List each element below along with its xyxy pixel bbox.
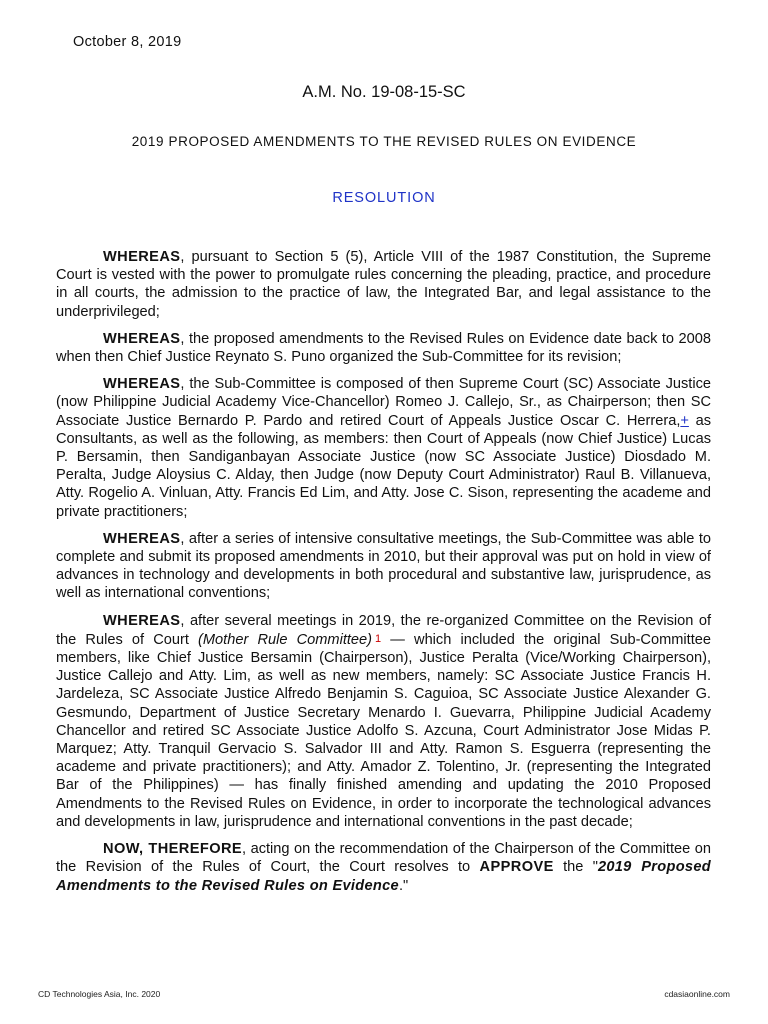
- paragraph-text: , acting on the recommendation of the Chairperson of the Committee on the Revision of the Rules of Court, the Court resolves to: [56, 841, 712, 876]
- paragraph-now-therefore: [56, 840, 711, 895]
- paragraph-lead: WHEREAS: [103, 612, 181, 629]
- paragraph-whereas-2: [56, 330, 711, 366]
- paragraph-text: , after several meetings in 2019, the re-organized Committee on the Revision of the Rules of Court: [56, 612, 711, 648]
- paragraph-text: .": [398, 877, 409, 894]
- paragraph-text: the ": [553, 859, 598, 876]
- amendments-title-italic: 2019 Proposed Amendments to the Revised Rules on Evidence: [56, 859, 711, 894]
- paragraph-text: , after a series of intensive consultative meetings, the Sub-Committee was able to complete and submit its proposed amendments in 2010, but their approval was put on hold in view of advances in technology and developments in both procedural and substantive law, jurisprudence, as well as international conventions;: [56, 530, 711, 602]
- footer-website: cdasiaonline.com: [664, 989, 730, 999]
- footer-publisher: CD Technologies Asia, Inc. 2020: [38, 989, 161, 999]
- approve-keyword: APPROVE: [479, 859, 554, 876]
- paragraph-text: , pursuant to Section 5 (5), Article VIII of the 1987 Constitution, the Supreme Court is vested with the power to promulgate rules concerning the pleading, practice, and procedure in all courts, the admission to the practice of law, the Integrated Bar, and legal assistance to the underprivileged;: [56, 249, 711, 320]
- paragraph-whereas-4: [56, 530, 711, 603]
- document-date: October 8, 2019: [73, 34, 182, 50]
- resolution-heading: RESOLUTION: [332, 190, 436, 206]
- paragraph-text: as Consultants, as well as the following, as members: then Court of Appeals (now Chief Justice) Lucas P. Bersamin, then Sandiganbayan Associate Justice (now SC Associate Justice) Diosdado M. Peralta, Judge Aloysius C. Alday, then Judge (now Deputy Court Administrator) Raul B. Villanueva, Atty. Rogelio A. Vinluan, Atty. Francis Ed Lim, and Atty. Jose C. Sison, representing the academe and private practitioners;: [56, 412, 711, 520]
- paragraph-whereas-5: [56, 612, 711, 831]
- paragraph-lead: WHEREAS: [103, 376, 181, 393]
- paragraph-whereas-3: [56, 375, 711, 521]
- mother-rule-committee-italic: (Mother Rule Committee): [198, 631, 373, 648]
- paragraph-lead: WHEREAS: [103, 330, 181, 347]
- paragraph-text: — which included the original Sub-Committee members, like Chief Justice Bersamin (Chairperson), Justice Peralta (Vice/Working Chairperson), Justice Callejo and Atty. Lim, as well as new members, namely: SC Associate Justice Francis H. Jardeleza, SC Associate Justice Alfredo Benjamin S. Caguioa, SC Associate Justice Alexander G. Gesmundo, Department of Justice Secretary Menardo I. Guevarra, Philippine Judicial Academy Chancellor and retired SC Associate Justice Adolfo S. Azcuna, Court Administrator Jose Midas P. Marquez; Atty. Tranquil Gervacio S. Salvador III and Atty. Ramon S. Esguerra (representing the academe and private practitioners); and Atty. Amador Z. Tolentino, Jr. (representing the Integrated Bar of the Philippines) — has finally finished amending and updating the 2010 Proposed Amendments to the Revised Rules on Evidence, in order to incorporate the technological advances and developments in law, jurisprudence and international conventions in the past decade;: [56, 631, 711, 830]
- paragraph-text: , the Sub-Committee is composed of then Supreme Court (SC) Associate Justice (now Philippine Judicial Academy Vice-Chancellor) Romeo J. Callejo, Sr., as Chairperson; then SC Associate Justice Bernardo P. Pardo and retired Court of Appeals Justice Oscar C. Herrera,: [56, 376, 711, 429]
- paragraph-lead: WHEREAS: [103, 249, 181, 265]
- paragraph-lead: NOW, THEREFORE: [103, 841, 243, 858]
- paragraph-lead: WHEREAS: [103, 530, 181, 547]
- footnote-1-link[interactable]: 1: [375, 632, 382, 645]
- paragraph-text: , the proposed amendments to the Revised Rules on Evidence date back to 2008 when then Chief Justice Reynato S. Puno organized the Sub-Committee for its revision;: [56, 330, 711, 366]
- document-number: A.M. No. 19-08-15-SC: [302, 83, 466, 101]
- document-subject: 2019 PROPOSED AMENDMENTS TO THE REVISED RULES ON EVIDENCE: [131, 134, 637, 149]
- herrera-note-link[interactable]: +: [680, 412, 689, 429]
- document-body: [56, 248, 711, 904]
- paragraph-whereas-1: [56, 248, 711, 321]
